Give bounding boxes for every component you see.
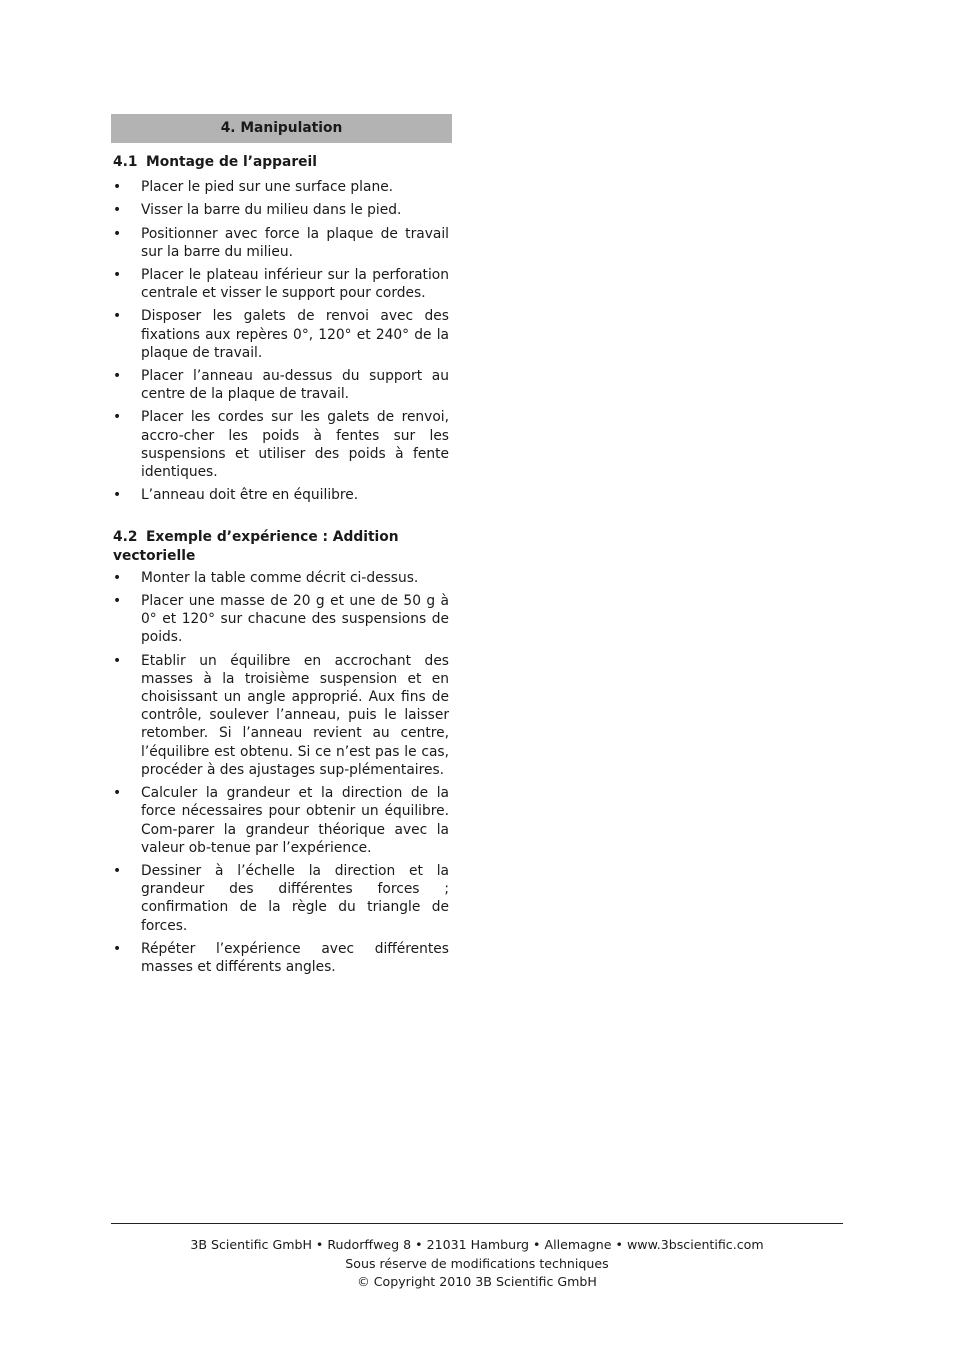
experience-list <box>111 569 452 976</box>
bullet-icon: • <box>113 308 122 325</box>
bullet-icon: • <box>113 487 122 504</box>
list-item: • Placer l’anneau au-dessus du support au centre de la plaque de travail. <box>113 368 449 403</box>
footer-divider <box>111 1223 843 1224</box>
bullet-icon: • <box>113 225 122 242</box>
list-item: • Monter la table comme décrit ci-dessus. <box>113 569 419 586</box>
subsection-title: Montage de l’appareil <box>146 154 317 170</box>
subsection-heading-experience <box>113 528 452 564</box>
list-item: • Placer le plateau inférieur sur la perforation centrale et visser le support pour cordes. <box>113 267 449 302</box>
list-item: • Placer le pied sur une surface plane. <box>113 179 394 196</box>
bullet-icon: • <box>113 368 122 385</box>
subsection-heading-montage <box>113 153 452 171</box>
bullet-icon: • <box>113 409 122 426</box>
list-item: • Etablir un équilibre en accrochant des masses à la troisième suspension et en choisissant un angle approprié. Aux fins de contrôle, soulever l’anneau, puis le laisser retomber. Si l’anneau revient au centre, l’équilibre est obtenu. Si ce n’est pas le cas, procéder à des ajustages sup-plémentaires. <box>113 652 449 778</box>
list-item: • Positionner avec force la plaque de travail sur la barre du milieu. <box>113 225 449 260</box>
bullet-icon: • <box>113 652 122 669</box>
bullet-icon: • <box>113 785 122 802</box>
list-item: • Visser la barre du milieu dans le pied. <box>113 202 402 219</box>
bullet-icon: • <box>113 202 122 219</box>
list-item: • Dessiner à l’échelle la direction et la grandeur des différentes forces ; confirmation de la règle du triangle de forces. <box>113 862 449 934</box>
subsection-number: 4.2 <box>113 529 138 546</box>
bullet-icon: • <box>113 940 122 957</box>
footer-copyright: © Copyright 2010 3B Scientific GmbH <box>357 1274 597 1290</box>
section-heading: 4. Manipulation <box>111 114 452 143</box>
list-item: • Répéter l’expérience avec différentes masses et différents angles. <box>113 940 449 975</box>
footer-notice: Sous réserve de modifications techniques <box>345 1255 609 1271</box>
bullet-icon: • <box>113 267 122 284</box>
list-item: • L’anneau doit être en équilibre. <box>113 487 359 504</box>
list-item: • Disposer les galets de renvoi avec des fixations aux repères 0°, 120° et 240° de la plaque de travail. <box>113 308 449 361</box>
bullet-icon: • <box>113 593 122 610</box>
list-item: • Placer les cordes sur les galets de renvoi, accro-cher les poids à fentes sur les suspensions et utiliser des poids à fente identiques. <box>113 409 449 481</box>
bullet-icon: • <box>113 569 122 586</box>
subsection-number: 4.1 <box>113 154 138 170</box>
page-footer <box>111 1236 843 1292</box>
footer-address: 3B Scientific GmbH • Rudorffweg 8 • 21031 Hamburg • Allemagne • www.3bscientific.com <box>190 1237 764 1252</box>
list-item: • Placer une masse de 20 g et une de 50 g à 0° et 120° sur chacune des suspensions de poids. <box>113 593 449 646</box>
bullet-icon: • <box>113 179 122 196</box>
list-item: • Calculer la grandeur et la direction de la force nécessaires pour obtenir un équilibre. Com-parer la grandeur théorique avec la valeur ob-tenue par l’expérience. <box>113 785 449 856</box>
subsection-title: Exemple d’expérience : Addition vectorielle <box>113 529 399 564</box>
montage-list <box>111 178 452 504</box>
bullet-icon: • <box>113 862 122 879</box>
content-column <box>111 114 452 981</box>
